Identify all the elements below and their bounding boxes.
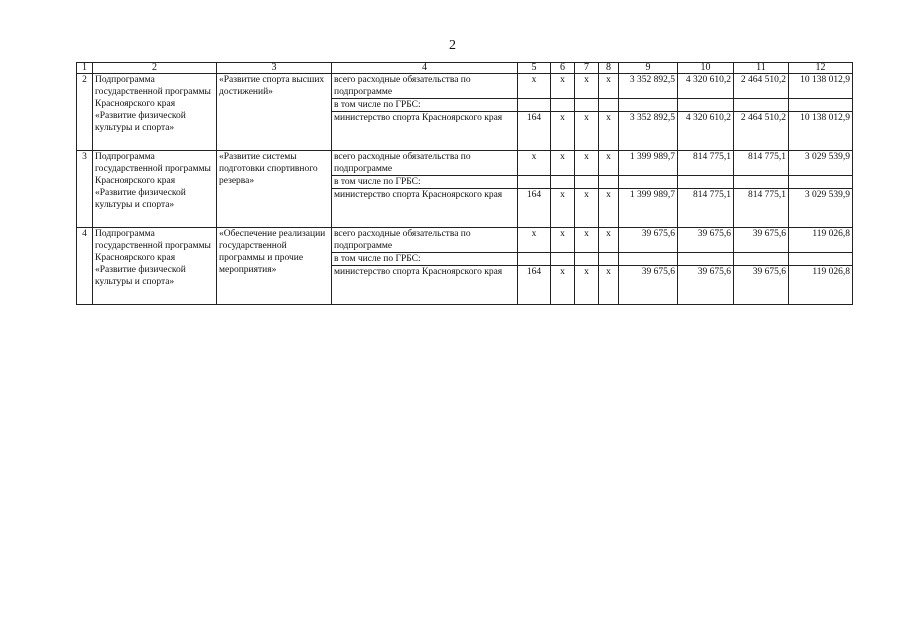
table-row-total — [77, 228, 853, 253]
table-row-total — [77, 74, 853, 99]
cell-amount-11: 39 675,6 — [734, 266, 789, 305]
column-number: 11 — [734, 63, 789, 74]
budget-table — [76, 62, 853, 305]
table-row-total — [77, 151, 853, 176]
cell-amount-11: 814 775,1 — [734, 151, 789, 176]
cell-amount-total: 3 029 539,9 — [789, 151, 853, 176]
cell-vr: x — [599, 112, 619, 151]
row-number: 3 — [77, 151, 93, 228]
expense-label: всего расходные обязательства по подпрограмме — [332, 74, 518, 99]
cell-vr: x — [599, 228, 619, 253]
column-number-header-row — [77, 63, 853, 74]
cell-amount-9: 3 352 892,5 — [619, 112, 678, 151]
cell-amount-10: 39 675,6 — [678, 228, 734, 253]
cell-rzpr: x — [551, 74, 575, 99]
cell-grbs: x — [518, 151, 551, 176]
column-number: 8 — [599, 63, 619, 74]
cell-csr: x — [575, 266, 599, 305]
row-number: 4 — [77, 228, 93, 305]
cell-vr: x — [599, 266, 619, 305]
column-number: 3 — [217, 63, 332, 74]
cell-csr: x — [575, 74, 599, 99]
column-number: 9 — [619, 63, 678, 74]
cell-amount-11: 814 775,1 — [734, 189, 789, 228]
program-name: Подпрограмма государственной программы Красноярского края «Развитие физической культуры и спорта» — [93, 74, 217, 151]
cell-vr: x — [599, 189, 619, 228]
cell-amount-10: 4 320 610,2 — [678, 112, 734, 151]
column-number: 2 — [93, 63, 217, 74]
expense-label: всего расходные обязательства по подпрограмме — [332, 228, 518, 253]
cell-csr: x — [575, 112, 599, 151]
ministry-label: министерство спорта Красноярского края — [332, 266, 518, 305]
cell-amount-9: 39 675,6 — [619, 228, 678, 253]
cell-rzpr: x — [551, 112, 575, 151]
cell-grbs: 164 — [518, 266, 551, 305]
cell-csr: x — [575, 151, 599, 176]
cell-amount-total: 3 029 539,9 — [789, 189, 853, 228]
page-number: 2 — [449, 38, 456, 53]
subprogram-name: «Обеспечение реализации государственной программы и прочие мероприятия» — [217, 228, 332, 305]
including-label: в том числе по ГРБС: — [332, 99, 518, 112]
ministry-label: министерство спорта Красноярского края — [332, 112, 518, 151]
including-label: в том числе по ГРБС: — [332, 176, 518, 189]
cell-grbs: 164 — [518, 189, 551, 228]
cell-csr: x — [575, 228, 599, 253]
cell-amount-11: 2 464 510,2 — [734, 74, 789, 99]
column-number: 5 — [518, 63, 551, 74]
cell-rzpr: x — [551, 189, 575, 228]
program-name: Подпрограмма государственной программы Красноярского края «Развитие физической культуры и спорта» — [93, 151, 217, 228]
cell-amount-10: 4 320 610,2 — [678, 74, 734, 99]
column-number: 7 — [575, 63, 599, 74]
cell-grbs: x — [518, 74, 551, 99]
column-number: 4 — [332, 63, 518, 74]
cell-amount-9: 1 399 989,7 — [619, 189, 678, 228]
cell-csr: x — [575, 189, 599, 228]
cell-vr: x — [599, 74, 619, 99]
cell-amount-10: 814 775,1 — [678, 189, 734, 228]
subprogram-name: «Развитие спорта высших достижений» — [217, 74, 332, 151]
cell-grbs: x — [518, 228, 551, 253]
program-name: Подпрограмма государственной программы Красноярского края «Развитие физической культуры и спорта» — [93, 228, 217, 305]
cell-amount-10: 814 775,1 — [678, 151, 734, 176]
cell-amount-11: 39 675,6 — [734, 228, 789, 253]
cell-amount-total: 10 138 012,9 — [789, 74, 853, 99]
cell-grbs: 164 — [518, 112, 551, 151]
cell-amount-9: 3 352 892,5 — [619, 74, 678, 99]
expense-label: всего расходные обязательства по подпрограмме — [332, 151, 518, 176]
cell-amount-11: 2 464 510,2 — [734, 112, 789, 151]
cell-vr: x — [599, 151, 619, 176]
including-label: в том числе по ГРБС: — [332, 253, 518, 266]
cell-amount-total: 119 026,8 — [789, 228, 853, 253]
subprogram-name: «Развитие системы подготовки спортивного резерва» — [217, 151, 332, 228]
cell-amount-total: 119 026,8 — [789, 266, 853, 305]
cell-amount-total: 10 138 012,9 — [789, 112, 853, 151]
column-number: 1 — [77, 63, 93, 74]
cell-amount-9: 1 399 989,7 — [619, 151, 678, 176]
cell-amount-10: 39 675,6 — [678, 266, 734, 305]
cell-rzpr: x — [551, 228, 575, 253]
cell-amount-9: 39 675,6 — [619, 266, 678, 305]
cell-rzpr: x — [551, 151, 575, 176]
column-number: 12 — [789, 63, 853, 74]
row-number: 2 — [77, 74, 93, 151]
ministry-label: министерство спорта Красноярского края — [332, 189, 518, 228]
cell-rzpr: x — [551, 266, 575, 305]
column-number: 6 — [551, 63, 575, 74]
column-number: 10 — [678, 63, 734, 74]
